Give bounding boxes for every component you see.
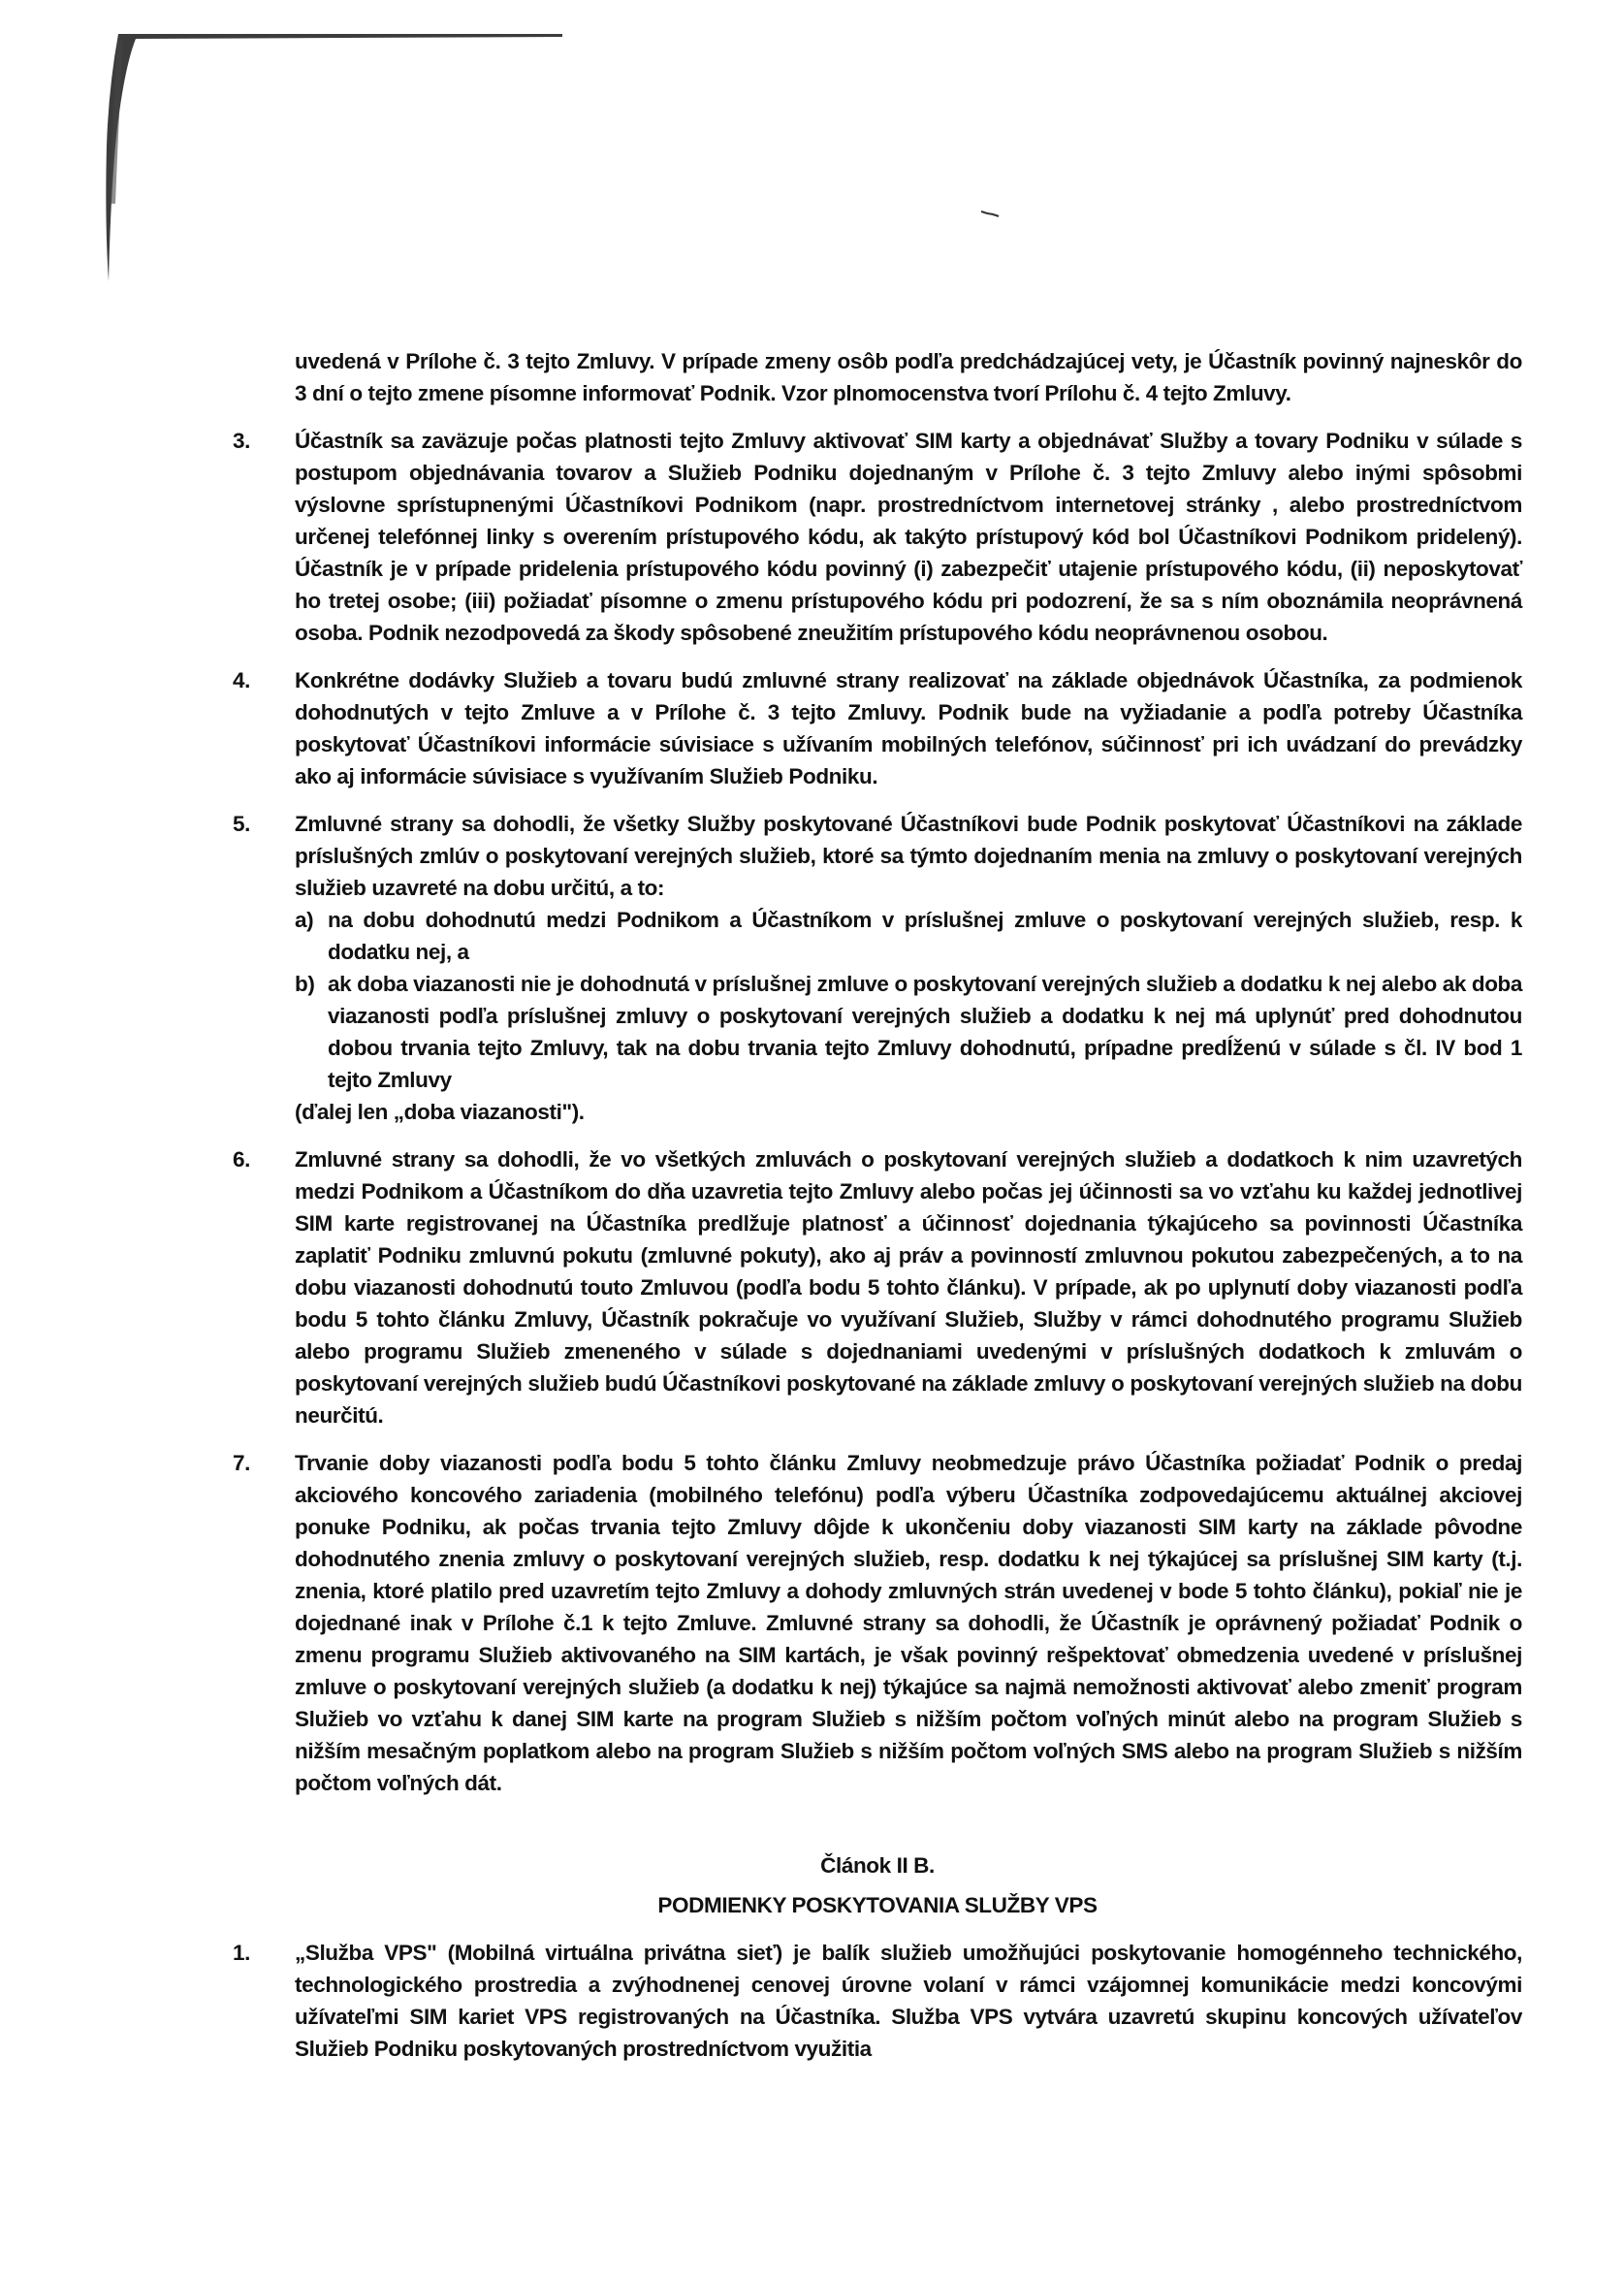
item-text: Účastník sa zaväzuje počas platnosti tejto Zmluvy aktivovať SIM karty a objednávať Služby a tovary Podniku v súlade s postupom objednávania tovarov a Služieb Podniku dojednaným v Prílohe č. 3 tejto Zmluvy alebo inými spôsobmi výslovne sprístupnenými Účastníkovi Podnikom (napr. prostredníctvom internetovej stránky , alebo prostredníctvom určenej telefónnej linky s overením prístupového kódu, ak takýto prístupový kód bol Účastníkovi Podnikom pridelený). Účastník je v prípade pridelenia prístupového kódu povinný (i) zabezpečiť utajenie prístupového kódu, (ii) neposkytovať ho tretej osobe; (iii) požiadať písomne o zmenu prístupového kódu pri podozrení, že sa s ním oboznámila neoprávnená osoba. Podnik nezodpovedá za škody spôsobené zneužitím prístupového kódu neoprávnenou osobou.: [295, 429, 1522, 645]
item-number: 7.: [233, 1451, 250, 1475]
sub-item-label: a): [295, 908, 314, 932]
item-number: 5.: [233, 812, 250, 836]
intro-paragraph: uvedená v Prílohe č. 3 tejto Zmluvy. V prípade zmeny osôb podľa predchádzajúcej vety, je Účastník povinný najneskôr do 3 dní o tejto zmene písomne informovať Podnik. Vzor plnomocenstva tvorí Prílohu č. 4 tejto Zmluvy.: [295, 349, 1522, 405]
item-number: 6.: [233, 1147, 250, 1172]
list-item-5: [233, 808, 1522, 1128]
item-text: Zmluvné strany sa dohodli, že vo všetkých zmluvách o poskytovaní verejných služieb a dodatkoch k nim uzavretých medzi Podnikom a Účastníkom do dňa uzavretia tejto Zmluvy alebo počas jej účinnosti sa vo vzťahu ku každej jednotlivej SIM karte registrovanej na Účastníka predlžuje platnosť a účinnosť dojednania týkajúceho sa povinnosti Účastníka zaplatiť Podniku zmluvnú pokutu (zmluvné pokuty), ako aj práv a povinností zmluvnou pokutou zabezpečených, a to na dobu viazanosti dohodnutú touto Zmluvou (podľa bodu 5 tohto článku). V prípade, ak po uplynutí doby viazanosti podľa bodu 5 tohto článku Zmluvy, Účastník pokračuje vo využívaní Služieb, Služby v rámci dohodnutého programu Služieb alebo programu Služieb zmeneného v súlade s dojednaniami uvedenými v príslušných dodatkoch k zmluvám o poskytovaní verejných služieb budú Účastníkovi poskytované na základe zmluvy o poskytovaní verejných služieb na dobu neurčitú.: [295, 1147, 1522, 1428]
sub-item-b: [295, 968, 1522, 1096]
item-text: Trvanie doby viazanosti podľa bodu 5 tohto článku Zmluvy neobmedzuje právo Účastníka požiadať Podnik o predaj akciového koncového zariadenia (mobilného telefónu) podľa výberu Účastníka zodpovedajúcemu aktuálnej akciovej ponuke Podniku, ak počas trvania tejto Zmluvy dôjde k ukončeniu doby viazanosti SIM karty na základe pôvodne dohodnutého znenia zmluvy o poskytovaní verejných služieb, resp. dodatku k nej týkajúcej sa príslušnej SIM karty (t.j. znenia, ktoré platilo pred uzavretím tejto Zmluvy a dohody zmluvných strán uvedenej v bode 5 tohto článku), pokiaľ nie je dojednané inak v Prílohe č.1 k tejto Zmluve. Zmluvné strany sa dohodli, že Účastník je oprávnený požiadať Podnik o zmenu programu Služieb aktivovaného na SIM kartách, je však povinný rešpektovať obmedzenia uvedené v príslušnej zmluve o poskytovaní verejných služieb (a dodatku k nej) týkajúce sa najmä nemožnosti aktivovať alebo zmeniť program Služieb vo vzťahu k danej SIM karte na program Služieb s nižším počtom voľných minút alebo na program Služieb s nižším mesačným poplatkom alebo na program Služieb s nižším počtom voľných SMS alebo na program Služieb s nižším počtom voľných dát.: [295, 1451, 1522, 1795]
scan-edge-artifact: [97, 29, 562, 281]
item-text: Konkrétne dodávky Služieb a tovaru budú zmluvné strany realizovať na základe objednávok Účastníka, za podmienok dohodnutých v tejto Zmluve a v Prílohe č. 3 tejto Zmluvy. Podnik bude na vyžiadanie a podľa potreby Účastníka poskytovať Účastníkovi informácie súvisiace s užívaním mobilných telefónov, súčinnosť pri ich uvádzaní do prevádzky ako aj informácie súvisiace s využívaním Služieb Podniku.: [295, 668, 1522, 788]
list-item-6: [233, 1143, 1522, 1431]
sub-item-label: b): [295, 972, 315, 996]
document-page: [233, 345, 1522, 2065]
item-number: 3.: [233, 429, 250, 453]
item-body: [295, 808, 1522, 1128]
scan-speck: [979, 209, 1001, 218]
article-title: Článok II B.: [820, 1853, 935, 1878]
article-subtitle: PODMIENKY POSKYTOVANIA SLUŽBY VPS: [657, 1893, 1098, 1917]
sub-item-text: ak doba viazanosti nie je dohodnutá v príslušnej zmluve o poskytovaní verejných služieb a dodatku k nej alebo ak doba viazanosti podľa príslušnej zmluvy o poskytovaní verejných služieb a dodatku k nej má uplynúť pred dohodnutou dobou trvania tejto Zmluvy, tak na dobu trvania tejto Zmluvy dohodnutú, prípadne predĺženú v súlade s čl. IV bod 1 tejto Zmluvy: [328, 972, 1522, 1092]
list-item-4: [233, 664, 1522, 792]
article-item-1: [233, 1937, 1522, 2065]
list-item-7: [233, 1447, 1522, 1799]
item-text: Zmluvné strany sa dohodli, že všetky Služby poskytované Účastníkovi bude Podnik poskytovať Účastníkovi na základe príslušných zmlúv o poskytovaní verejných služieb, ktoré sa týmto dojednaním menia na zmluvy o poskytovaní verejných služieb uzavreté na dobu určitú, a to:: [295, 812, 1522, 900]
sub-item-a: [295, 904, 1522, 968]
item-number: 1.: [233, 1941, 250, 1965]
item-text: „Služba VPS" (Mobilná virtuálna privátna sieť) je balík služieb umožňujúci poskytovanie homogénneho technického, technologického prostredia a zvýhodnenej cenovej úrovne volaní v rámci vzájomnej komunikácie medzi koncovými užívateľmi SIM kariet VPS registrovaných na Účastníka. Služba VPS vytvára uzavretú skupinu koncových užívateľov Služieb Podniku poskytovaných prostredníctvom využitia: [295, 1941, 1522, 2061]
sub-item-text: na dobu dohodnutú medzi Podnikom a Účastníkom v príslušnej zmluve o poskytovaní verejných služieb, resp. k dodatku nej, a: [328, 908, 1522, 964]
definition-note: (ďalej len „doba viazanosti").: [295, 1100, 585, 1124]
list-item-3: [233, 425, 1522, 649]
item-number: 4.: [233, 668, 250, 692]
